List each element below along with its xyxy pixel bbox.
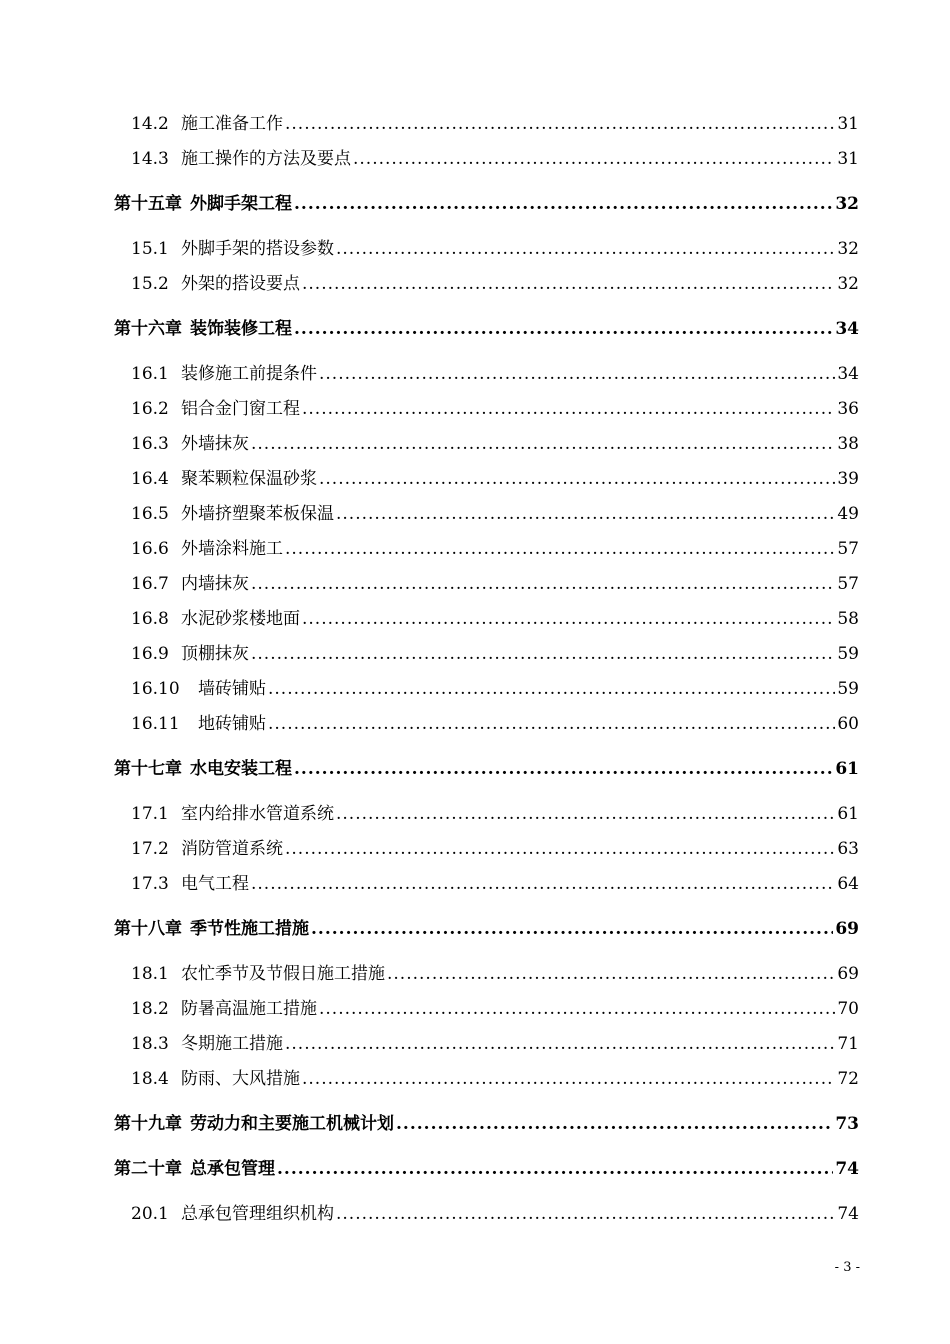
toc-entry-number: 第十六章	[114, 319, 182, 339]
toc-leader-dots	[285, 1033, 835, 1055]
toc-entry-number: 16.4	[131, 469, 169, 489]
page-number: - 3 -	[834, 1260, 860, 1275]
toc-entry-number: 18.2	[131, 999, 169, 1019]
toc-entry-title: 内墙抹灰	[181, 574, 249, 594]
toc-entry-page: 32	[837, 274, 859, 294]
toc-section-entry[interactable]	[131, 998, 859, 1020]
toc-section-entry[interactable]	[131, 643, 859, 665]
toc-leader-dots	[268, 678, 835, 700]
toc-section-entry[interactable]	[131, 363, 859, 385]
toc-entry-page: 32	[837, 239, 859, 259]
toc-leader-dots	[277, 1158, 833, 1180]
toc-entry-title: 外墙涂料施工	[181, 539, 283, 559]
toc-entry-number: 第十八章	[114, 919, 182, 939]
toc-section-entry[interactable]	[131, 803, 859, 825]
toc-leader-dots	[285, 113, 835, 135]
toc-entry-page: 64	[837, 874, 859, 894]
toc-leader-dots	[336, 803, 835, 825]
toc-leader-dots	[302, 398, 835, 420]
toc-leader-dots	[285, 538, 835, 560]
toc-entry-title: 防暑高温施工措施	[181, 999, 317, 1019]
toc-entry-title: 冬期施工措施	[181, 1034, 283, 1054]
toc-entry-page: 73	[835, 1114, 859, 1134]
toc-leader-dots	[319, 468, 835, 490]
toc-entry-title: 防雨、大风措施	[181, 1069, 300, 1089]
toc-leader-dots	[387, 963, 835, 985]
toc-entry-title: 水泥砂浆楼地面	[181, 609, 300, 629]
toc-entry-page: 36	[837, 399, 859, 419]
toc-entry-page: 49	[837, 504, 859, 524]
toc-entry-page: 74	[837, 1204, 859, 1224]
toc-entry-page: 34	[837, 364, 859, 384]
toc-leader-dots	[353, 148, 835, 170]
toc-entry-number: 第十五章	[114, 194, 182, 214]
toc-entry-title: 总承包管理组织机构	[181, 1204, 334, 1224]
toc-entry-number: 第十九章	[114, 1114, 182, 1134]
toc-entry-title: 季节性施工措施	[190, 919, 309, 939]
toc-entry-page: 72	[837, 1069, 859, 1089]
toc-section-entry[interactable]	[131, 238, 859, 260]
toc-entry-page: 60	[837, 714, 859, 734]
toc-entry-number: 15.1	[131, 239, 169, 259]
toc-entry-number: 16.1	[131, 364, 169, 384]
toc-leader-dots	[294, 193, 833, 215]
toc-entry-number: 16.10	[131, 679, 180, 699]
toc-entry-title: 顶棚抹灰	[181, 644, 249, 664]
toc-leader-dots	[311, 918, 833, 940]
toc-leader-dots	[251, 643, 835, 665]
toc-entry-page: 63	[837, 839, 859, 859]
toc-entry-number: 16.9	[131, 644, 169, 664]
toc-leader-dots	[336, 238, 835, 260]
toc-section-entry[interactable]	[131, 538, 859, 560]
toc-entry-title: 装饰装修工程	[190, 319, 292, 339]
toc-entry-page: 69	[837, 964, 859, 984]
toc-section-entry[interactable]	[131, 963, 859, 985]
toc-chapter-entry[interactable]	[114, 1158, 859, 1180]
toc-entry-title: 外墙挤塑聚苯板保温	[181, 504, 334, 524]
toc-leader-dots	[251, 873, 835, 895]
toc-entry-title: 电气工程	[181, 874, 249, 894]
toc-entry-number: 16.3	[131, 434, 169, 454]
toc-section-entry[interactable]	[131, 148, 859, 170]
toc-entry-page: 59	[837, 679, 859, 699]
toc-entry-number: 16.8	[131, 609, 169, 629]
toc-entry-page: 31	[837, 114, 859, 134]
toc-section-entry[interactable]	[131, 873, 859, 895]
toc-entry-page: 38	[837, 434, 859, 454]
toc-entry-page: 59	[837, 644, 859, 664]
toc-section-entry[interactable]	[131, 573, 859, 595]
toc-entry-number: 18.1	[131, 964, 169, 984]
toc-leader-dots	[294, 318, 833, 340]
toc-entry-page: 34	[835, 319, 859, 339]
toc-entry-page: 58	[837, 609, 859, 629]
toc-entry-page: 32	[835, 194, 859, 214]
toc-section-entry[interactable]	[131, 113, 859, 135]
toc-entry-title: 地砖铺贴	[198, 714, 266, 734]
toc-leader-dots	[268, 713, 835, 735]
toc-leader-dots	[396, 1113, 833, 1135]
toc-entry-number: 14.3	[131, 149, 169, 169]
toc-section-entry[interactable]	[131, 1203, 859, 1225]
toc-entry-title: 墙砖铺贴	[198, 679, 266, 699]
toc-entry-title: 外架的搭设要点	[181, 274, 300, 294]
toc-entry-title: 聚苯颗粒保温砂浆	[181, 469, 317, 489]
toc-section-entry[interactable]	[131, 398, 859, 420]
toc-leader-dots	[294, 758, 833, 780]
toc-entry-number: 16.7	[131, 574, 169, 594]
toc-chapter-entry[interactable]	[114, 1113, 859, 1135]
toc-section-entry[interactable]	[131, 433, 859, 455]
toc-entry-title: 外墙抹灰	[181, 434, 249, 454]
toc-entry-number: 20.1	[131, 1204, 169, 1224]
toc-section-entry[interactable]	[131, 1068, 859, 1090]
toc-entry-page: 57	[837, 539, 859, 559]
toc-entry-number: 16.6	[131, 539, 169, 559]
toc-entry-title: 装修施工前提条件	[181, 364, 317, 384]
toc-chapter-entry[interactable]	[114, 918, 859, 940]
toc-entry-number: 18.4	[131, 1069, 169, 1089]
toc-section-entry[interactable]	[131, 608, 859, 630]
toc-entry-number: 16.11	[131, 714, 180, 734]
toc-entry-page: 57	[837, 574, 859, 594]
toc-entry-title: 施工操作的方法及要点	[181, 149, 351, 169]
toc-section-entry[interactable]	[131, 713, 859, 735]
toc-entry-number: 18.3	[131, 1034, 169, 1054]
toc-entry-page: 61	[835, 759, 859, 779]
toc-entry-page: 61	[837, 804, 859, 824]
toc-section-entry[interactable]	[131, 503, 859, 525]
toc-leader-dots	[302, 1068, 835, 1090]
toc-entry-page: 31	[837, 149, 859, 169]
toc-chapter-entry[interactable]	[114, 758, 859, 780]
toc-entry-number: 16.2	[131, 399, 169, 419]
toc-chapter-entry[interactable]	[114, 318, 859, 340]
toc-entry-title: 外脚手架工程	[190, 194, 292, 214]
toc-leader-dots	[302, 273, 835, 295]
toc-entry-title: 施工准备工作	[181, 114, 283, 134]
toc-leader-dots	[251, 433, 835, 455]
toc-entry-number: 15.2	[131, 274, 169, 294]
toc-chapter-entry[interactable]	[114, 193, 859, 215]
toc-leader-dots	[302, 608, 835, 630]
toc-entry-title: 劳动力和主要施工机械计划	[190, 1114, 394, 1134]
toc-entry-number: 第二十章	[114, 1159, 182, 1179]
toc-section-entry[interactable]	[131, 838, 859, 860]
toc-leader-dots	[336, 503, 835, 525]
toc-entry-page: 71	[837, 1034, 859, 1054]
toc-section-entry[interactable]	[131, 1033, 859, 1055]
toc-section-entry[interactable]	[131, 468, 859, 490]
toc-section-entry[interactable]	[131, 273, 859, 295]
toc-entry-title: 消防管道系统	[181, 839, 283, 859]
toc-entry-number: 17.1	[131, 804, 169, 824]
toc-entry-number: 第十七章	[114, 759, 182, 779]
toc-leader-dots	[336, 1203, 835, 1225]
toc-entry-page: 39	[837, 469, 859, 489]
toc-entry-page: 74	[835, 1159, 859, 1179]
toc-section-entry[interactable]	[131, 678, 859, 700]
toc-leader-dots	[319, 998, 835, 1020]
toc-entry-number: 17.2	[131, 839, 169, 859]
toc-leader-dots	[285, 838, 835, 860]
toc-entry-title: 水电安装工程	[190, 759, 292, 779]
toc-entry-title: 铝合金门窗工程	[181, 399, 300, 419]
toc-entry-page: 69	[835, 919, 859, 939]
toc-leader-dots	[319, 363, 835, 385]
toc-entry-number: 14.2	[131, 114, 169, 134]
toc-entry-number: 16.5	[131, 504, 169, 524]
toc-entry-title: 总承包管理	[190, 1159, 275, 1179]
toc-entry-title: 农忙季节及节假日施工措施	[181, 964, 385, 984]
toc-entry-title: 外脚手架的搭设参数	[181, 239, 334, 259]
toc-entry-title: 室内给排水管道系统	[181, 804, 334, 824]
toc-entry-number: 17.3	[131, 874, 169, 894]
toc-entry-page: 70	[837, 999, 859, 1019]
toc-leader-dots	[251, 573, 835, 595]
